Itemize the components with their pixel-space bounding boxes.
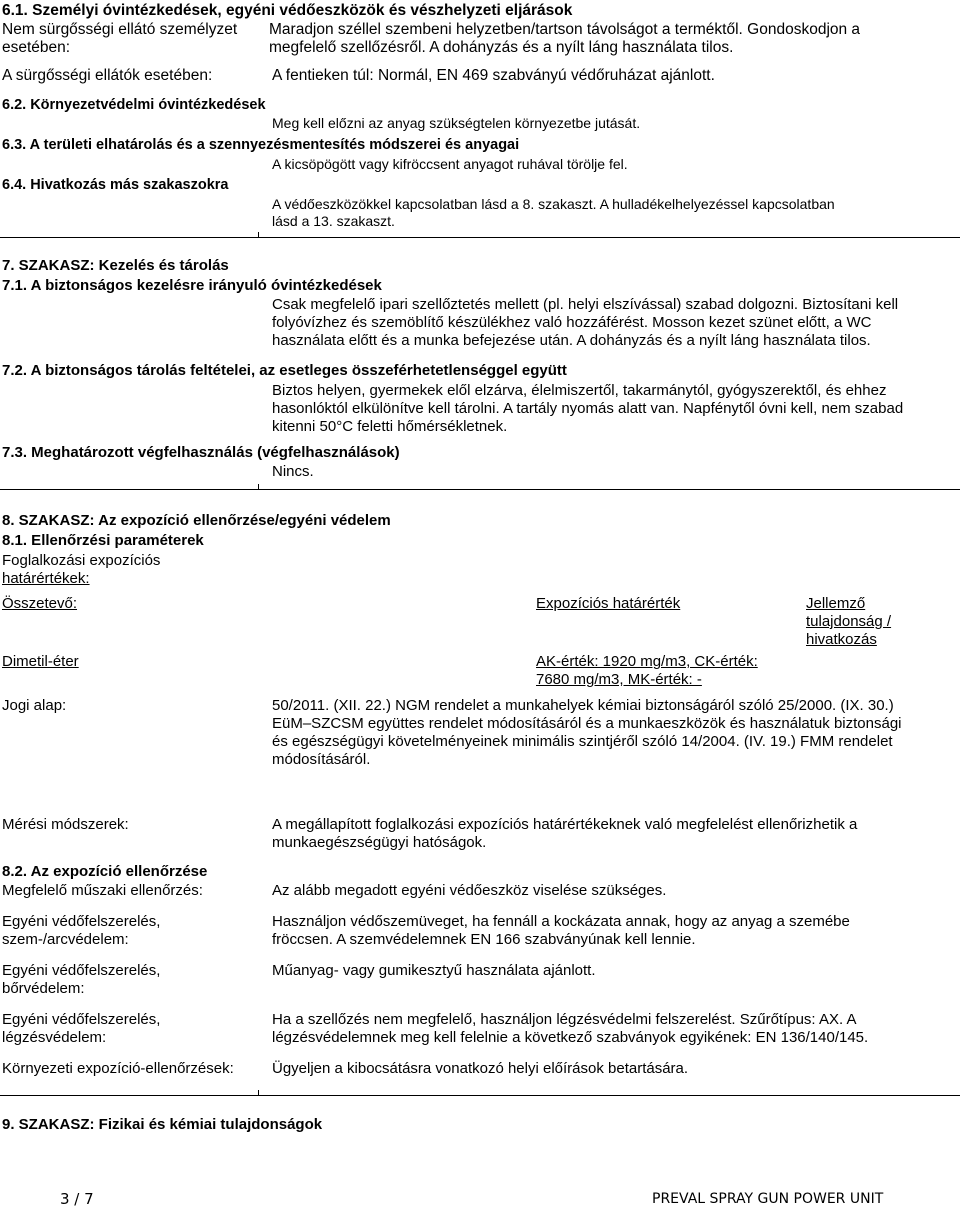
section-6-4-heading: 6.4. Hivatkozás más szakaszokra [2, 177, 229, 193]
legal-label: Jogi alap: [2, 697, 67, 714]
section-7-3-text: Nincs. [272, 463, 314, 480]
table-header-char-line1: Jellemző [806, 595, 866, 612]
methods-text-line1: A megállapított foglalkozási expozíciós határértékeknek való megfelelést ellenőrizhetik a [272, 816, 858, 833]
section-divider [0, 237, 960, 238]
product-name: PREVAL SPRAY GUN POWER UNIT [652, 1191, 884, 1207]
oel-label-line2: határértékek: [2, 570, 90, 587]
section-7-heading: 7. SZAKASZ: Kezelés és tárolás [2, 257, 229, 274]
section-6-2-heading: 6.2. Környezetvédelmi óvintézkedések [2, 97, 266, 113]
section-6-2-text: Meg kell előzni az anyag szükségtelen környezetbe jutását. [272, 115, 641, 131]
emergency-label: A sürgősségi ellátók esetében: [2, 67, 213, 84]
page-number: 3 / 7 [60, 1190, 94, 1208]
legal-text-line4: módosításáról. [272, 751, 371, 768]
section-6-1-heading: 6.1. Személyi óvintézkedések, egyéni védőeszközök és vészhelyzeti eljárások [2, 2, 573, 19]
section-8-1-heading: 8.1. Ellenőrzési paraméterek [2, 532, 204, 549]
table-cell-component: Dimetil-éter [2, 653, 79, 670]
engineering-controls-label: Megfelelő műszaki ellenőrzés: [2, 882, 203, 899]
respiratory-protection-text-line1: Ha a szellőzés nem megfelelő, használjon légzésvédelmi felszerelést. Szűrőtípus: AX. A [272, 1011, 857, 1028]
table-cell-limit-line2: 7680 mg/m3, MK-érték: - [536, 671, 702, 688]
eye-protection-text-line1: Használjon védőszemüveget, ha fennáll a kockázata annak, hogy az anyag a szemébe [272, 913, 850, 930]
table-cell-limit-line1: AK-érték: 1920 mg/m3, CK-érték: [536, 653, 758, 670]
table-header-char-line3: hivatkozás [806, 631, 877, 648]
skin-protection-label-line1: Egyéni védőfelszerelés, [2, 962, 161, 979]
table-header-char-line2: tulajdonság / [806, 613, 892, 630]
legal-text-line2: EüM–SZCSM együttes rendelet módosításáról és a munkaeszközök és használatuk biztonsági [272, 715, 902, 732]
section-9-heading: 9. SZAKASZ: Fizikai és kémiai tulajdonságok [2, 1116, 323, 1133]
section-7-2-text-line1: Biztos helyen, gyermekek elől elzárva, élelmiszertől, takarmánytól, gyógyszerektől, és ehhez [272, 382, 887, 399]
respiratory-protection-text-line2: légzésvédelemnek meg kell felelnie a következő szabványok egyikének: EN 136/140/145. [272, 1029, 869, 1046]
eye-protection-text-line2: fröccsen. A szemvédelemnek EN 166 szabványúnak kell lennie. [272, 931, 696, 948]
section-8-2-heading: 8.2. Az expozíció ellenőrzése [2, 863, 208, 880]
methods-label: Mérési módszerek: [2, 816, 129, 833]
section-7-1-heading: 7.1. A biztonságos kezelésre irányuló óvintézkedések [2, 277, 382, 294]
nonemergency-text-line1: Maradjon széllel szembeni helyzetben/tartson távolságot a terméktől. Gondoskodjon a [269, 21, 861, 38]
section-7-2-text-line3: kitenni 50°C feletti hőmérsékletnek. [272, 418, 508, 435]
methods-text-line2: munkaegészségügyi hatóságok. [272, 834, 487, 851]
section-7-2-text-line2: hasonlóktól elkülönítve kell tárolni. A tartály nyomás alatt van. Napfénytől óvni kell, nem szabad [272, 400, 904, 417]
section-7-1-text-line1: Csak megfelelő ipari szellőztetés mellett (pl. helyi elszívással) szabad dolgozni. Biztosítani kell [272, 296, 899, 313]
section-6-4-text-line1: A védőeszközökkel kapcsolatban lásd a 8. szakaszt. A hulladékelhelyezéssel kapcsolatban [272, 196, 835, 212]
skin-protection-label-line2: bőrvédelem: [2, 980, 85, 997]
section-6-3-heading: 6.3. A területi elhatárolás és a szennyezésmentesítés módszerei és anyagai [2, 137, 520, 153]
engineering-controls-text: Az alább megadott egyéni védőeszköz viselése szükséges. [272, 882, 667, 899]
section-8-heading: 8. SZAKASZ: Az expozíció ellenőrzése/egyéni védelem [2, 512, 391, 529]
emergency-text: A fentieken túl: Normál, EN 469 szabványú védőruházat ajánlott. [272, 67, 715, 84]
table-header-limit: Expozíciós határérték [536, 595, 681, 612]
nonemergency-label-line2: esetében: [2, 39, 71, 56]
section-divider [0, 1095, 960, 1096]
nonemergency-label-line1: Nem sürgősségi ellátó személyzet [2, 21, 238, 38]
nonemergency-text-line2: megfelelő szellőzésről. A dohányzás és a nyílt láng használata tilos. [269, 39, 734, 56]
environmental-controls-text: Ügyeljen a kibocsátásra vonatkozó helyi előírások betartására. [272, 1060, 689, 1077]
section-6-4-text-line2: lásd a 13. szakaszt. [272, 213, 395, 229]
section-6-3-text: A kicsöpögött vagy kifröccsent anyagot ruhával törölje fel. [272, 156, 628, 172]
legal-text-line1: 50/2011. (XII. 22.) NGM rendelet a munkahelyek kémiai biztonságáról szóló 25/2000. (IX. 30.) [272, 697, 894, 714]
skin-protection-text: Műanyag- vagy gumikesztyű használata ajánlott. [272, 962, 596, 979]
environmental-controls-label: Környezeti expozíció-ellenőrzések: [2, 1060, 234, 1077]
eye-protection-label-line1: Egyéni védőfelszerelés, [2, 913, 161, 930]
section-7-1-text-line2: folyóvízhez és szemöblítő készülékhez való hozzáférést. Mosson kezet szünet előtt, a WC [272, 314, 872, 331]
section-7-3-heading: 7.3. Meghatározott végfelhasználás (végfelhasználások) [2, 444, 400, 461]
section-7-2-heading: 7.2. A biztonságos tárolás feltételei, az esetleges összeférhetetlenséggel együtt [2, 362, 567, 379]
legal-text-line3: és egészségügyi követelményeinek minimális szintjéről szóló 14/2004. (IV. 19.) FMM rendelet [272, 733, 893, 750]
respiratory-protection-label-line1: Egyéni védőfelszerelés, [2, 1011, 161, 1028]
oel-label-line1: Foglalkozási expozíciós [2, 552, 161, 569]
table-header-component: Összetevő: [2, 595, 78, 612]
eye-protection-label-line2: szem-/arcvédelem: [2, 931, 129, 948]
section-7-1-text-line3: használata előtt és a munka befejezése után. A dohányzás és a nyílt láng használata tilos. [272, 332, 871, 349]
section-divider [0, 489, 960, 490]
respiratory-protection-label-line2: légzésvédelem: [2, 1029, 107, 1046]
